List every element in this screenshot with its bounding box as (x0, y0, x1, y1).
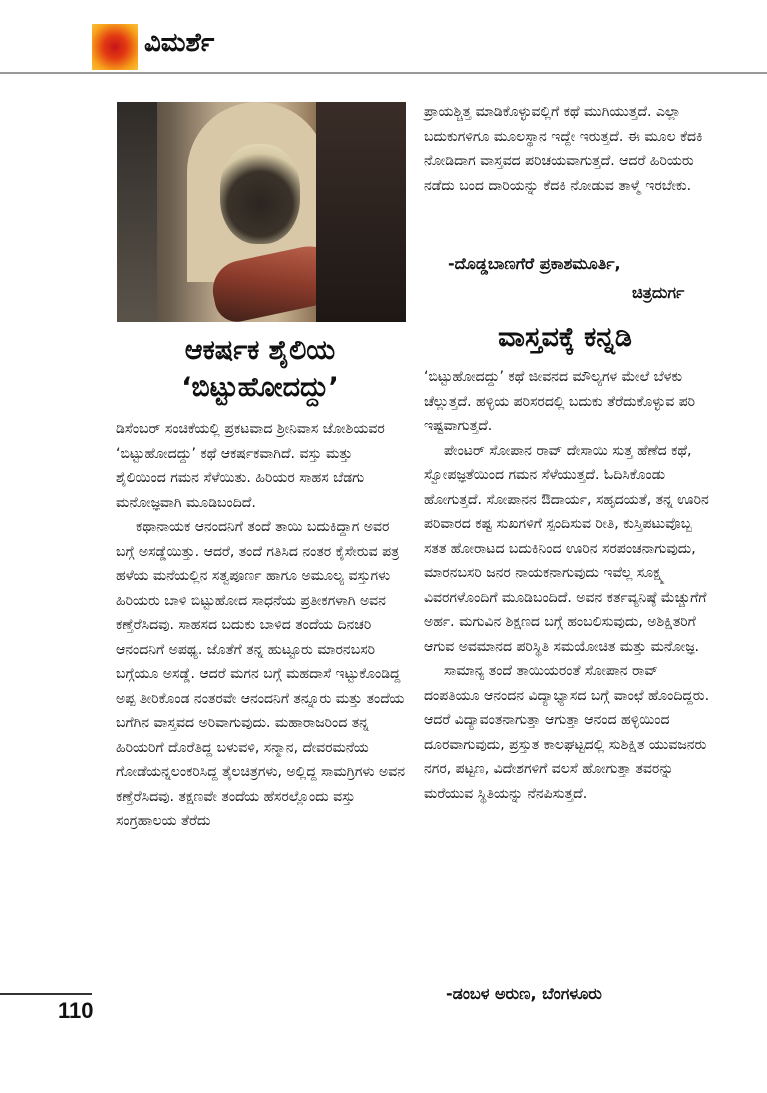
article-photo (117, 102, 406, 322)
left-article-title-line2: ‘ಬಿಟ್ಟುಹೋದದ್ದು’ (181, 372, 339, 403)
right-top-paragraph: ಪ್ರಾಯಶ್ಚಿತ್ತ ಮಾಡಿಕೊಳ್ಳುವಲ್ಲಿಗೆ ಕಥೆ ಮುಗಿಯುತ್ತದೆ. ಎಲ್ಲಾ ಬದುಕುಗಳಿಗೂ ಮೂಲಸ್ಥಾನ ಇದ್ದೇ ಇರುತ್ತದೆ. ಈ ಮೂಲ ಕೆದಕಿ ನೋಡಿದಾಗ ವಾಸ್ತವದ ಪರಿಚಯವಾಗುತ್ತದೆ. ಆದರೆ ಹಿರಿಯರು ನಡೆದು ಬಂದ ದಾರಿಯನ್ನು ಕೆದಕಿ ನೋಡುವ ತಾಳ್ಮೆ ಇರಬೇಕು. (424, 104, 703, 194)
right-article-paragraph: ‘ಬಿಟ್ಟುಹೋದದ್ದು’ ಕಥೆ ಜೀವನದ ಮೌಲ್ಯಗಳ ಮೇಲೆ ಬೆಳಕು ಚೆಲ್ಲುತ್ತದೆ. ಹಳ್ಳಿಯ ಪರಿಸರದಲ್ಲಿ ಬದುಕು ತೆರೆದುಕೊಳ್ಳುವ ಪರಿ ಇಷ್ಟವಾಗುತ್ತದೆ. (424, 369, 696, 434)
section-label: ವಿಮರ್ಶೆ (144, 28, 215, 58)
right-article-paragraph: ಪೇಂಟರ್ ಸೋಪಾನ ರಾವ್ ದೇಸಾಯಿ ಸುತ್ತ ಹೆಣೆದ ಕಥೆ, ಸ್ವೋಪಜ್ಞತೆಯಿಂದ ಗಮನ ಸೆಳೆಯುತ್ತದೆ. ಓದಿಸಿಕೊಂಡು ಹೋಗುತ್ತದೆ. ಸೋಪಾನನ ಔದಾರ್ಯ, ಸಹೃದಯತೆ, ತನ್ನ ಊರಿನ ಪರಿವಾರದ ಕಷ್ಟ ಸುಖಗಳಿಗೆ ಸ್ಪಂದಿಸುವ ರೀತಿ, ಕುಸ್ತಿಪಟುವೊಬ್ಬ ಸತತ ಹೋರಾಟದ ಬದುಕಿನಿಂದ ಊರಿನ ಸರಪಂಚನಾಗುವುದು, ಮಾರನಬಸರಿ ಜನರ ನಾಯಕನಾಗುವುದು ಇವೆಲ್ಲ ಸೂಕ್ಷ್ಮ ವಿವರಗಳೊಂದಿಗೆ ಮೂಡಿಬಂದಿದೆ. ಅವನ ಕರ್ತವ್ಯನಿಷ್ಠೆ ಮೆಚ್ಚುಗೆಗೆ ಅರ್ಹ. ಮಗುವಿನ ಶಿಕ್ಷಣದ ಬಗ್ಗೆ ಹಂಬಲಿಸುವುದು, ಅಶಿಕ್ಷಿತರಿಗೆ ಆಗುವ ಅವಮಾನದ ಪರಿಸ್ಥಿತಿ ಸಮಯೋಚಿತ ಮತ್ತು ಮನೋಜ್ಞ. (424, 442, 709, 655)
right-article-title: ವಾಸ್ತವಕ್ಕೆ ಕನ್ನಡಿ (498, 322, 632, 353)
right-top-body (424, 100, 714, 198)
right-article-signature: -ಡಂಬಳ ಅರುಣ, ಬೆಂಗಳೂರು (446, 984, 602, 1003)
left-article-paragraph: ಕಥಾನಾಯಕ ಆನಂದನಿಗೆ ತಂದೆ ತಾಯಿ ಬದುಕಿದ್ದಾಗ ಅವರ ಬಗ್ಗೆ ಅಸಡ್ಡೆಯಿತ್ತು. ಆದರೆ, ತಂದೆ ಗತಿಸಿದ ನಂತರ ಕೈಸೇರುವ ಪತ್ರ ಹಳೆಯ ಮನೆಯಲ್ಲಿನ ಸತ್ವಪೂರ್ಣ ಹಾಗೂ ಅಮೂಲ್ಯ ವಸ್ತುಗಳು ಹಿರಿಯರು ಬಾಳಿ ಬಿಟ್ಟುಹೋದ ಸಾಧನೆಯ ಪ್ರತೀಕಗಳಾಗಿ ಅವನ ಕಣ್ತೆರೆಸಿದವು. ಸಾಹಸದ ಬದುಕು ಬಾಳಿದ ತಂದೆಯ ದಿನಚರಿ ಆನಂದನಿಗೆ ಅಪಥ್ಯ. ಜೊತೆಗೆ ತನ್ನ ಹುಟ್ಟೂರು ಮಾರನಬಸರಿ ಬಗ್ಗೆಯೂ ಅಸಡ್ಡೆ. ಆದರೆ ಮಗನ ಬಗ್ಗೆ ಮಹದಾಸೆ ಇಟ್ಟುಕೊಂಡಿದ್ದ ಅಪ್ಪ ತೀರಿಕೊಂಡ ನಂತರವೇ ಆನಂದನಿಗೆ ತನ್ನೂರು ಮತ್ತು ತಂದೆಯ ಬಗೆಗಿನ ವಾಸ್ತವದ ಅರಿವಾಗುವುದು. ಮಹಾರಾಜರಿಂದ ತನ್ನ ಹಿರಿಯರಿಗೆ ದೊರೆತಿದ್ದ ಬಳುವಳಿ, ಸನ್ಮಾನ, ದೇವರಮನೆಯ ಗೋಡೆಯನ್ನಲಂಕರಿಸಿದ್ದ ತೈಲಚಿತ್ರಗಳು, ಅಲ್ಲಿದ್ದ ಸಾಮಗ್ರಿಗಳು ಅವನ ಕಣ್ತೆರೆಸಿದವು. ತಕ್ಷಣವೇ ತಂದೆಯ ಹೆಸರಲ್ಲೊಂದು ವಸ್ತು ಸಂಗ್ರಹಾಲಯ ತೆರೆದು (116, 519, 406, 829)
left-article-paragraph: ಡಿಸೆಂಬರ್ ಸಂಚಿಕೆಯಲ್ಲಿ ಪ್ರಕಟವಾದ ಶ್ರೀನಿವಾಸ ಜೋಶಿಯವರ ‘ಬಿಟ್ಟುಹೋದದ್ದು’ ಕಥೆ ಆಕರ್ಷಕವಾಗಿದೆ. ವಸ್ತು ಮತ್ತು ಶೈಲಿಯಿಂದ ಗಮನ ಸೆಳೆಯಿತು. ಹಿರಿಯರ ಸಾಹಸ ಬೆಡಗು ಮನೋಜ್ಞವಾಗಿ ಮೂಡಿಬಂದಿದೆ. (116, 421, 385, 511)
header-divider (0, 72, 767, 74)
right-article-paragraph: ಸಾಮಾನ್ಯ ತಂದೆ ತಾಯಿಯರಂತೆ ಸೋಪಾನ ರಾವ್ ದಂಪತಿಯೂ ಆನಂದನ ವಿದ್ಯಾಭ್ಯಾಸದ ಬಗ್ಗೆ ವಾಂಛೆ ಹೊಂದಿದ್ದರು. ಆದರೆ ವಿದ್ಯಾವಂತನಾಗುತ್ತಾ ಆಗುತ್ತಾ ಆನಂದ ಹಳ್ಳಿಯಿಂದ ದೂರವಾಗುವುದು, ಪ್ರಸ್ತುತ ಕಾಲಘಟ್ಟದಲ್ಲಿ ಸುಶಿಕ್ಷಿತ ಯುವಜನರು ನಗರ, ಪಟ್ಟಣ, ವಿದೇಶಗಳಿಗೆ ವಲಸೆ ಹೋಗುತ್ತಾ ತವರನ್ನು ಮರೆಯುವ ಸ್ಥಿತಿಯನ್ನು ನೆನಪಿಸುತ್ತದೆ. (424, 663, 710, 802)
page-number: 110 (58, 998, 94, 1023)
right-top-signature-name: -ದೊಡ್ಡಬಾಣಗೆರೆ ಪ್ರಕಾಶಮೂರ್ತಿ, (448, 254, 621, 273)
left-article-body (116, 417, 406, 834)
section-logo-icon (92, 24, 138, 70)
left-article-title-line1: ಆಕರ್ಷಕ ಶೈಲಿಯ (184, 335, 336, 366)
footer-divider (0, 993, 92, 995)
right-article-body (424, 365, 714, 806)
right-top-signature-place: ಚಿತ್ರದುರ್ಗ (632, 283, 685, 302)
